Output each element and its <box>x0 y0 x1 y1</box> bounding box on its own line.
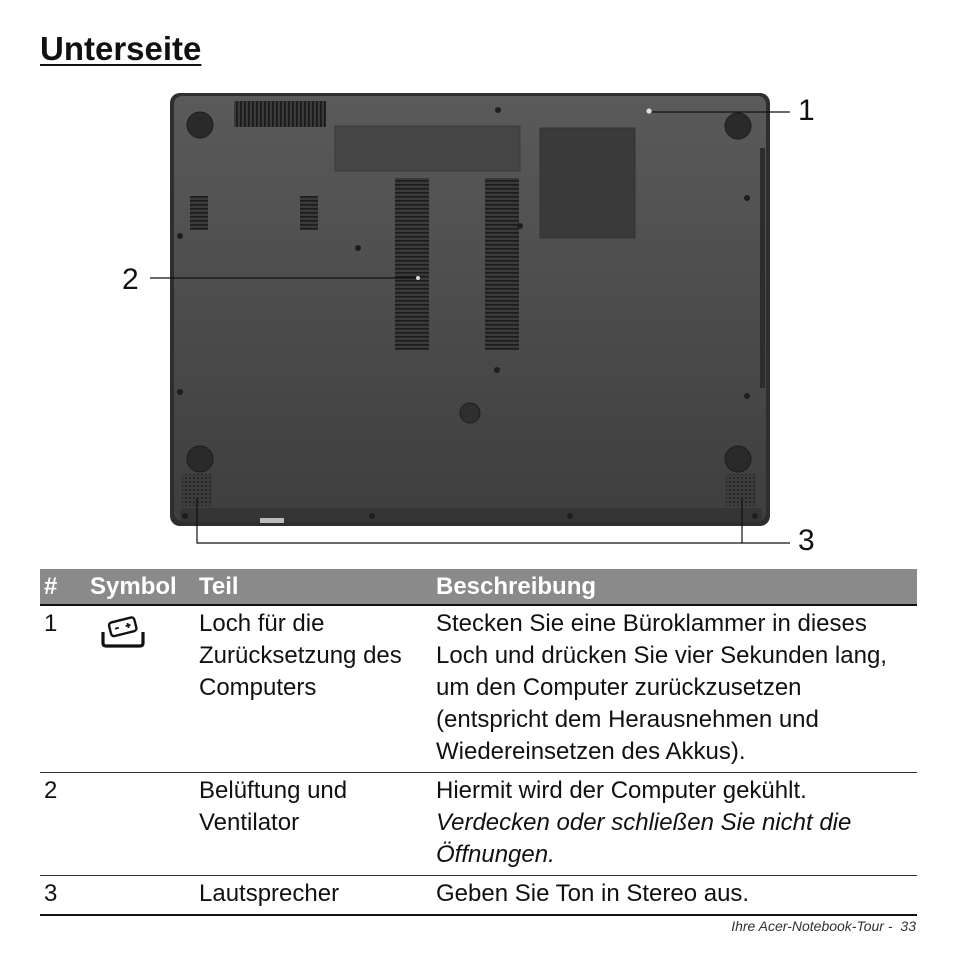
laptop-bottom-figure <box>100 88 860 558</box>
callout-3: 3 <box>798 524 815 557</box>
row-symbol <box>86 876 195 916</box>
callout-2: 2 <box>122 263 139 296</box>
laptop-bottom-illustration <box>100 88 860 558</box>
row-symbol <box>86 773 195 876</box>
row-number: 3 <box>40 876 86 916</box>
table-row <box>40 605 917 773</box>
row-symbol <box>86 605 195 773</box>
description-warning: Verdecken oder schließen Sie nicht die Öffnungen. <box>436 809 852 868</box>
description-text: Hiermit wird der Computer gekühlt. <box>436 777 807 804</box>
speaker-right <box>726 474 756 506</box>
description-text: Stecken Sie eine Büroklammer in dieses Loch und drücken Sie vier Sekunden lang, um den Computer zurückzusetzen (entspricht dem Herausnehmen und Wiedereinsetzen des Akkus). <box>436 610 887 765</box>
header-description: Beschreibung <box>432 569 917 605</box>
page-title: Unterseite <box>40 30 202 67</box>
reset-hole-icon <box>98 612 150 652</box>
row-part: Loch für die Zurücksetzung des Computers <box>195 605 432 773</box>
header-part: Teil <box>195 569 432 605</box>
main-vent-right <box>485 178 519 350</box>
reset-hole <box>646 108 651 113</box>
row-description <box>432 605 917 773</box>
top-vent <box>234 101 326 127</box>
table-header-row <box>40 569 917 605</box>
header-number: # <box>40 569 86 605</box>
memory-panel <box>540 128 635 238</box>
row-number: 1 <box>40 605 86 773</box>
page-number: 33 <box>900 918 916 934</box>
table-row <box>40 773 917 876</box>
side-vent-left <box>190 196 208 230</box>
rubber-foot <box>725 113 751 139</box>
row-description <box>432 773 917 876</box>
callout-1: 1 <box>798 94 815 127</box>
main-vent-left <box>395 178 429 350</box>
row-description <box>432 876 917 916</box>
rubber-foot <box>725 446 751 472</box>
table-row <box>40 876 917 916</box>
rubber-foot <box>187 112 213 138</box>
rubber-foot <box>187 446 213 472</box>
footer-text: Ihre Acer-Notebook-Tour - <box>731 918 893 934</box>
components-table <box>40 569 917 916</box>
side-vent-middle <box>300 196 318 230</box>
row-part: Lautsprecher <box>195 876 432 916</box>
row-number: 2 <box>40 773 86 876</box>
description-text: Geben Sie Ton in Stereo aus. <box>436 880 750 907</box>
page-footer <box>731 918 916 934</box>
header-symbol: Symbol <box>86 569 195 605</box>
row-part: Belüftung und Ventilator <box>195 773 432 876</box>
